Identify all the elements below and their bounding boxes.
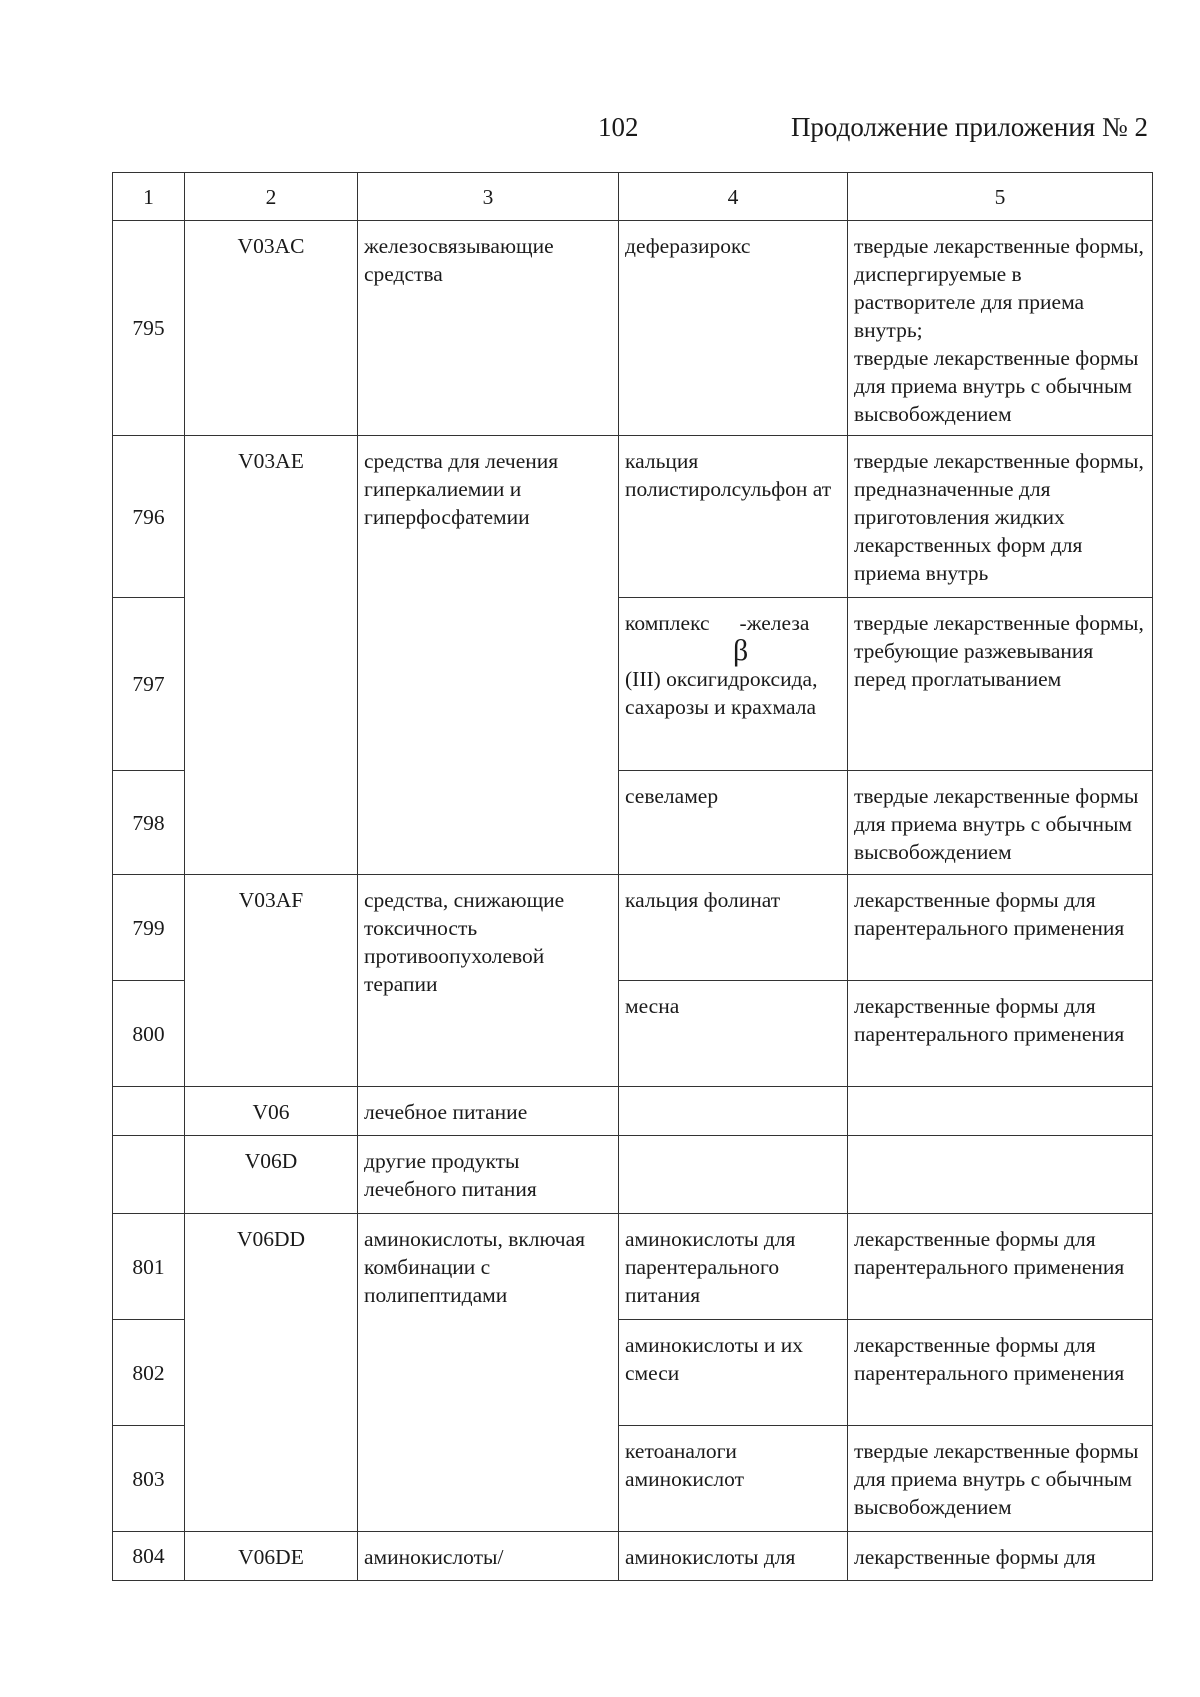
table-row — [113, 875, 1153, 981]
row-number: 802 — [113, 1320, 185, 1426]
pharmacological-group: средства для лечения гиперкалиемии и гиперфосфатемии — [358, 436, 619, 875]
row-number: 801 — [113, 1214, 185, 1320]
column-header-1: 1 — [113, 173, 185, 221]
dosage-form — [848, 221, 1153, 436]
row-number — [113, 1136, 185, 1214]
beta-symbol: β — [733, 634, 749, 667]
pharmacological-group: аминокислоты/ — [358, 1532, 619, 1581]
dosage-form: лекарственные формы для — [848, 1532, 1153, 1581]
row-number — [113, 1087, 185, 1136]
dosage-form-text: твердые лекарственные формы, диспергируемые в растворителе для приема внутрь; твердые лекарственные формы для приема внутрь с обычным высвобождением — [854, 234, 1144, 426]
active-substance: кетоаналоги аминокислот — [619, 1426, 848, 1532]
table-row — [113, 221, 1153, 436]
dosage-form: лекарственные формы для парентерального применения — [848, 1214, 1153, 1320]
row-number: 800 — [113, 981, 185, 1087]
table-row — [113, 1214, 1153, 1320]
active-substance — [619, 598, 848, 771]
dosage-form: твердые лекарственные формы для приема внутрь с обычным высвобождением — [848, 1426, 1153, 1532]
active-substance — [619, 1087, 848, 1136]
column-header-5: 5 — [848, 173, 1153, 221]
atc-code: V06 — [185, 1087, 358, 1136]
row-number: 797 — [113, 598, 185, 771]
pharmacological-group: железосвязывающие средства — [358, 221, 619, 436]
pharmacological-group: средства, снижающие токсичность противоопухолевой терапии — [358, 875, 619, 1087]
row-number: 799 — [113, 875, 185, 981]
active-substance — [619, 1136, 848, 1214]
substance-prefix: комплекс — [625, 611, 710, 635]
active-substance: аминокислоты и их смеси — [619, 1320, 848, 1426]
dosage-form: твердые лекарственные формы, предназначенные для приготовления жидких лекарственных форм для приема внутрь — [848, 436, 1153, 598]
table-row — [113, 1532, 1153, 1581]
row-number: 804 — [113, 1532, 185, 1581]
row-number: 795 — [113, 221, 185, 436]
pharmacological-group: аминокислоты, включая комбинации с полипептидами — [358, 1214, 619, 1532]
row-number: 803 — [113, 1426, 185, 1532]
dosage-form: лекарственные формы для парентерального применения — [848, 875, 1153, 981]
atc-code: V06DD — [185, 1214, 358, 1532]
table-row — [113, 436, 1153, 598]
active-substance: кальция полистиролсульфон ат — [619, 436, 848, 598]
pharmacological-group: другие продукты лечебного питания — [358, 1136, 619, 1214]
drug-table — [112, 172, 1153, 1581]
atc-code: V06D — [185, 1136, 358, 1214]
column-header-4: 4 — [619, 173, 848, 221]
column-header-3: 3 — [358, 173, 619, 221]
active-substance: деферазирокс — [619, 221, 848, 436]
page-header-title: Продолжение приложения № 2 — [790, 112, 1148, 142]
atc-code: V06DE — [185, 1532, 358, 1581]
active-substance: месна — [619, 981, 848, 1087]
atc-code: V03AC — [185, 221, 358, 436]
row-number: 796 — [113, 436, 185, 598]
dosage-form: твердые лекарственные формы для приема внутрь с обычным высвобождением — [848, 771, 1153, 875]
table-row — [113, 1136, 1153, 1214]
active-substance: аминокислоты для парентерального питания — [619, 1214, 848, 1320]
dosage-form: твердые лекарственные формы, требующие разжевывания перед проглатыванием — [848, 598, 1153, 771]
row-number: 798 — [113, 771, 185, 875]
column-header-2: 2 — [185, 173, 358, 221]
atc-code: V03AF — [185, 875, 358, 1087]
dosage-form — [848, 1136, 1153, 1214]
table-row — [113, 1087, 1153, 1136]
substance-line — [625, 609, 841, 667]
page-number: 102 — [598, 112, 639, 142]
substance-suffix: -железа — [739, 611, 810, 635]
pharmacological-group: лечебное питание — [358, 1087, 619, 1136]
dosage-form: лекарственные формы для парентерального применения — [848, 1320, 1153, 1426]
table-header-row — [113, 173, 1153, 221]
dosage-form — [848, 1087, 1153, 1136]
active-substance: севеламер — [619, 771, 848, 875]
active-substance: аминокислоты для — [619, 1532, 848, 1581]
active-substance: кальция фолинат — [619, 875, 848, 981]
substance-rest: (III) оксигидроксида, сахарозы и крахмала — [625, 667, 818, 719]
atc-code: V03AE — [185, 436, 358, 875]
dosage-form: лекарственные формы для парентерального применения — [848, 981, 1153, 1087]
